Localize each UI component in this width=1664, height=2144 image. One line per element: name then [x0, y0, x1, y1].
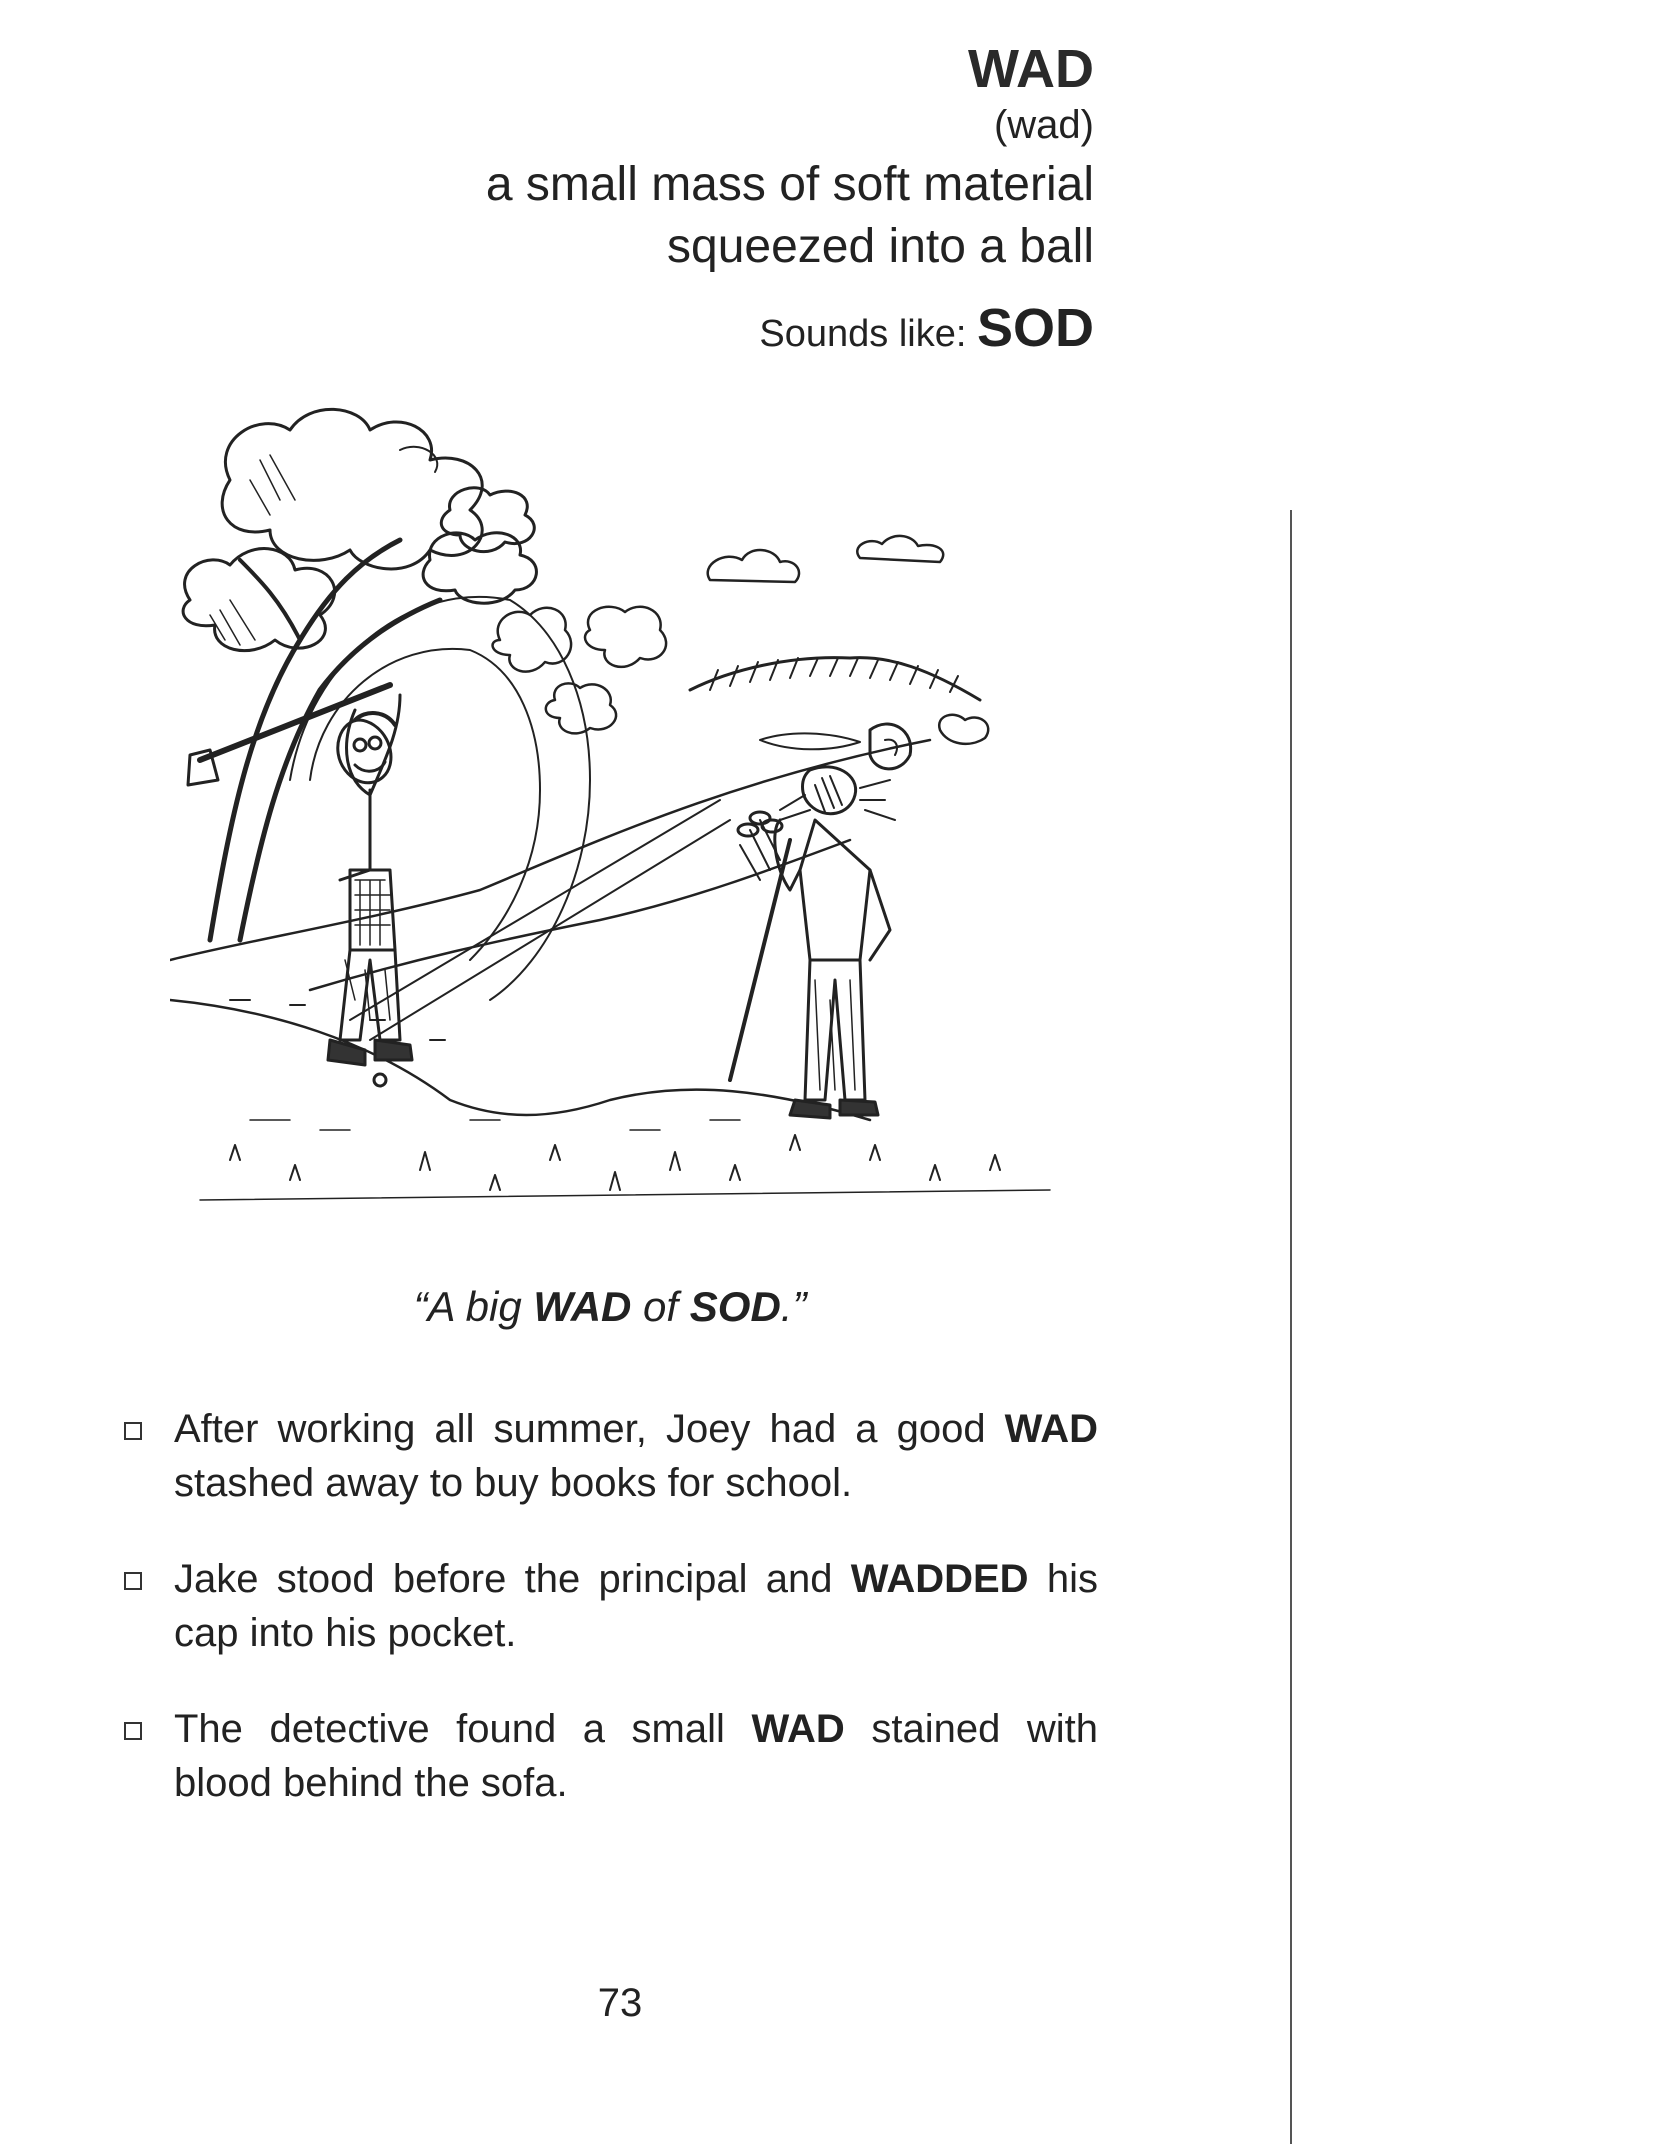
grass-tufts — [200, 1120, 1050, 1200]
illustration-caption — [300, 1280, 920, 1334]
clouds — [708, 536, 944, 582]
checkbox-icon — [124, 1572, 142, 1590]
example-sentence: Jake stood before the principal and WADDED his cap into his pocket. — [118, 1552, 1098, 1660]
definition — [294, 154, 1094, 278]
example-keyword: WAD — [751, 1707, 845, 1751]
page-edge-rule — [1290, 510, 1292, 2144]
entry-word: WAD — [968, 39, 1094, 99]
pronunciation: (wad) — [993, 103, 1094, 147]
example-sentence: After working all summer, Joey had a good WAD stashed away to buy books for school. — [118, 1402, 1098, 1510]
checkbox-icon — [124, 1722, 142, 1740]
caption-middle: of — [631, 1283, 690, 1330]
cartoon-illustration — [170, 400, 1060, 1260]
sounds-like-label: Sounds like: — [759, 313, 967, 355]
example-keyword: WAD — [1004, 1407, 1098, 1451]
page-number: 73 — [597, 1981, 643, 2025]
caption-word: WAD — [533, 1283, 632, 1330]
sounds-like — [294, 298, 1094, 364]
entry-header — [294, 38, 1094, 364]
example-sentence: The detective found a small WAD stained with blood behind the sofa. — [118, 1702, 1098, 1810]
checkbox-icon — [124, 1422, 142, 1440]
example-sentences — [118, 1402, 1098, 1852]
background-hills — [690, 658, 980, 750]
definition-line-2: squeezed into a ball — [667, 220, 1094, 273]
caption-close: .” — [780, 1283, 807, 1330]
example-keyword: WADDED — [850, 1557, 1029, 1601]
caption-open: “A big — [413, 1283, 534, 1330]
tree — [183, 409, 536, 940]
caption-rhyme: SOD — [689, 1283, 781, 1330]
sounds-like-word: SOD — [976, 298, 1094, 358]
definition-line-1: a small mass of soft material — [485, 158, 1094, 211]
